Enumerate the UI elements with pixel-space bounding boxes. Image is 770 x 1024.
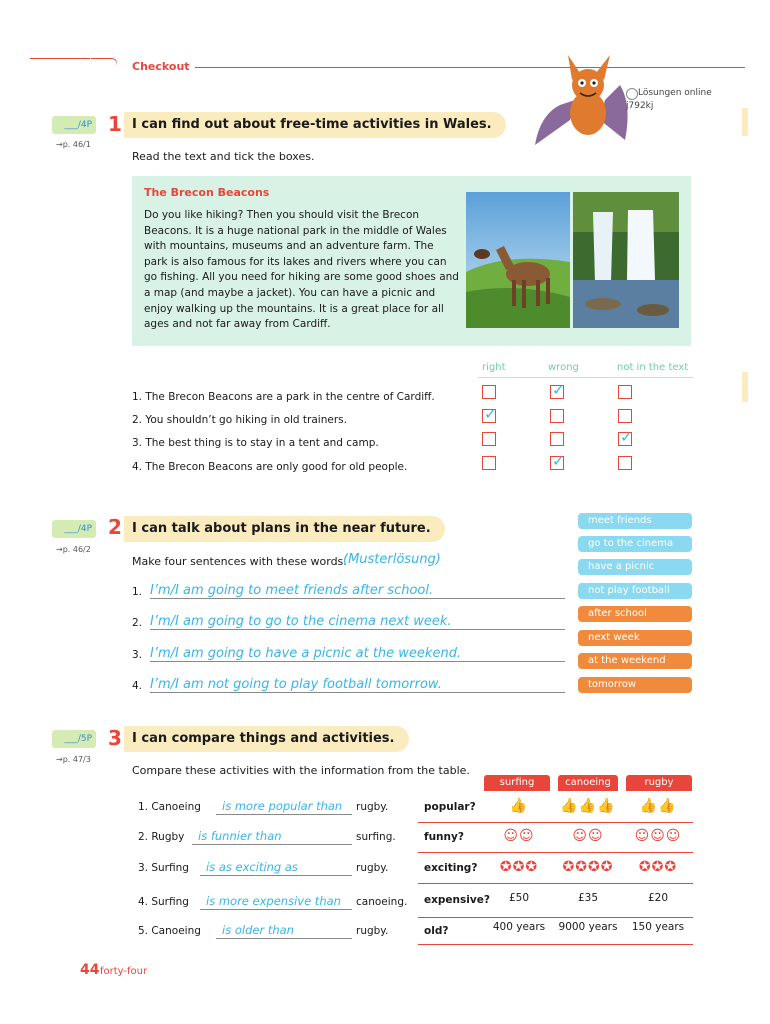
header-rule-right bbox=[195, 67, 745, 68]
task2-ref: →p. 46/2 bbox=[56, 545, 91, 554]
section-title: Checkout bbox=[132, 60, 190, 73]
task1-score: ___/4P bbox=[52, 116, 96, 134]
header-rule-left bbox=[30, 58, 90, 59]
sentence-2-answer[interactable]: I’m/I am going to go to the cinema next week. bbox=[150, 614, 452, 629]
solutions-online-label[interactable]: Lösungen online bbox=[638, 88, 712, 98]
table-cell-3-canoeing: ✪✪✪✪ bbox=[562, 859, 614, 875]
horse-photo bbox=[466, 192, 570, 328]
reading-text-title: The Brecon Beacons bbox=[144, 186, 270, 199]
word-not-play-football: not play football bbox=[578, 583, 692, 599]
table-row-divider-5 bbox=[418, 943, 693, 945]
task2-title: I can talk about plans in the near future. bbox=[124, 516, 445, 542]
table-cell-1-surfing: 👍 bbox=[509, 798, 529, 814]
word-at-the-weekend: at the weekend bbox=[578, 653, 692, 669]
table-cell-4-surfing: £50 bbox=[508, 892, 530, 904]
word-tomorrow: tomorrow bbox=[578, 677, 692, 693]
table-header-surfing: surfing bbox=[484, 775, 550, 791]
table-question-3: exciting? bbox=[424, 862, 478, 874]
statement-4: 4. The Brecon Beacons are only good for old people. bbox=[132, 461, 408, 473]
comparison-3-answer[interactable]: is as exciting as bbox=[206, 860, 298, 874]
sentence-2-number: 2. bbox=[132, 617, 143, 629]
column-wrong: wrong bbox=[548, 362, 579, 373]
task1-ref: →p. 46/1 bbox=[56, 140, 91, 149]
word-meet-friends: meet friends bbox=[578, 513, 692, 529]
table-row-divider-2 bbox=[418, 851, 693, 853]
statement-3: 3. The best thing is to stay in a tent and camp. bbox=[132, 437, 379, 449]
comparison-4-end: canoeing. bbox=[356, 896, 408, 908]
margin-tab-1 bbox=[742, 108, 748, 136]
checkbox-row2-wrong[interactable] bbox=[550, 409, 564, 423]
comparison-4-line bbox=[200, 909, 352, 910]
comparison-3-line bbox=[200, 875, 352, 876]
margin-tab-2 bbox=[742, 372, 748, 402]
comparison-4-answer[interactable]: is more expensive than bbox=[206, 894, 341, 908]
comparison-5-answer[interactable]: is older than bbox=[222, 923, 294, 937]
tick-mark-icon: ✓ bbox=[552, 452, 565, 470]
task3-ref: →p. 47/3 bbox=[56, 755, 91, 764]
sentence-4-line bbox=[150, 691, 565, 693]
table-cell-2-canoeing: ☺☺ bbox=[572, 828, 604, 844]
table-cell-5-surfing: 400 years bbox=[492, 921, 546, 933]
sentence-4-answer[interactable]: I’m/I am not going to play football tomorrow. bbox=[150, 677, 442, 692]
tick-mark-icon: ✓ bbox=[620, 428, 633, 446]
sentence-4-number: 4. bbox=[132, 680, 143, 692]
table-row-divider-4 bbox=[418, 916, 693, 918]
word-next-week: next week bbox=[578, 630, 692, 646]
comparison-3-start: 3. Surfing bbox=[138, 862, 189, 874]
checkbox-row4-wrong[interactable] bbox=[550, 452, 565, 470]
sentence-3-number: 3. bbox=[132, 649, 143, 661]
task3-title: I can compare things and activities. bbox=[124, 726, 409, 752]
checkbox-row2-not-in-text[interactable] bbox=[618, 409, 632, 423]
task1-ref-text: p. 46/1 bbox=[62, 140, 91, 149]
table-cell-5-rugby: 150 years bbox=[631, 921, 685, 933]
table-cell-2-rugby: ☺☺☺ bbox=[634, 828, 682, 844]
task1-number: 1 bbox=[108, 112, 122, 136]
waterfall-photo bbox=[573, 192, 679, 328]
tick-mark-icon: ✓ bbox=[552, 381, 565, 399]
sentence-1-number: 1. bbox=[132, 586, 143, 598]
page-number: 44 bbox=[80, 962, 100, 978]
table-row-divider-3 bbox=[418, 882, 693, 884]
task2-score: ___/4P bbox=[52, 520, 96, 538]
task3-number: 3 bbox=[108, 726, 122, 750]
column-not-in-text: not in the text bbox=[617, 362, 689, 373]
table-header-canoeing: canoeing bbox=[558, 775, 618, 791]
comparison-1-answer[interactable]: is more popular than bbox=[222, 799, 343, 813]
task2-ref-text: p. 46/2 bbox=[62, 545, 91, 554]
table-question-2: funny? bbox=[424, 831, 464, 843]
task3-ref-text: p. 47/3 bbox=[62, 755, 91, 764]
bat-mascot-illustration bbox=[520, 45, 640, 155]
checkbox-row1-right[interactable] bbox=[482, 385, 496, 399]
checkbox-row3-not-in-text[interactable] bbox=[618, 428, 633, 446]
table-header-rugby: rugby bbox=[626, 775, 692, 791]
comparison-2-start: 2. Rugby bbox=[138, 831, 185, 843]
word-go-to-cinema: go to the cinema bbox=[578, 536, 692, 552]
column-right: right bbox=[482, 362, 506, 373]
word-after-school: after school bbox=[578, 606, 692, 622]
table-cell-4-canoeing: £35 bbox=[577, 892, 599, 904]
checkbox-row3-wrong[interactable] bbox=[550, 432, 564, 446]
checkbox-row3-right[interactable] bbox=[482, 432, 496, 446]
table-cell-1-canoeing: 👍👍👍 bbox=[560, 798, 616, 814]
comparison-2-line bbox=[192, 844, 352, 845]
table-cell-3-rugby: ✪✪✪ bbox=[638, 859, 678, 875]
globe-icon bbox=[626, 88, 638, 100]
page-word: forty-four bbox=[100, 966, 148, 977]
tick-mark-icon: ✓ bbox=[484, 405, 497, 423]
checkbox-row1-not-in-text[interactable] bbox=[618, 385, 632, 399]
comparison-1-line bbox=[216, 814, 352, 815]
table-cell-2-surfing: ☺☺ bbox=[503, 828, 535, 844]
comparison-5-end: rugby. bbox=[356, 925, 389, 937]
table-question-5: old? bbox=[424, 925, 449, 937]
comparison-1-end: rugby. bbox=[356, 801, 389, 813]
comparison-2-answer[interactable]: is funnier than bbox=[198, 829, 282, 843]
comparison-4-start: 4. Surfing bbox=[138, 896, 189, 908]
column-divider bbox=[478, 377, 693, 378]
comparison-5-start: 5. Canoeing bbox=[138, 925, 201, 937]
checkbox-row1-wrong[interactable] bbox=[550, 381, 565, 399]
table-question-1: popular? bbox=[424, 801, 476, 813]
reading-text-body: Do you like hiking? Then you should visit the Brecon Beacons. It is a huge national park in the middle of Wales with mountains, museums and an adventure farm. The park is also famous for its lakes and rivers where you can go fishing. All you need for hiking are some good shoes and a map (and maybe a jacket). You can have a picnic and enjoy walking up the mountains. It is a great place for all ages and not far away from Cardiff. bbox=[144, 209, 459, 331]
model-solution-note: (Musterlösung) bbox=[343, 552, 441, 567]
table-question-4: expensive? bbox=[424, 894, 490, 906]
table-cell-1-rugby: 👍👍 bbox=[639, 798, 677, 814]
reading-text-box bbox=[132, 176, 691, 346]
task3-score: ___/5P bbox=[52, 730, 96, 748]
table-cell-4-rugby: £20 bbox=[647, 892, 669, 904]
task3-instruction: Compare these activities with the information from the table. bbox=[132, 764, 470, 777]
comparison-2-end: surfing. bbox=[356, 831, 396, 843]
comparison-1-start: 1. Canoeing bbox=[138, 801, 201, 813]
checkbox-row4-right[interactable] bbox=[482, 456, 496, 470]
table-cell-5-canoeing: 9000 years bbox=[558, 921, 618, 933]
sentence-1-answer[interactable]: I’m/I am going to meet friends after school. bbox=[150, 583, 434, 598]
checkbox-row2-right[interactable] bbox=[482, 405, 497, 423]
comparison-3-end: rugby. bbox=[356, 862, 389, 874]
table-row-divider-1 bbox=[418, 821, 693, 823]
task2-number: 2 bbox=[108, 515, 122, 539]
solutions-code: j792kj bbox=[626, 101, 654, 111]
statement-1: 1. The Brecon Beacons are a park in the centre of Cardiff. bbox=[132, 391, 435, 403]
checkbox-row4-not-in-text[interactable] bbox=[618, 456, 632, 470]
statement-2: 2. You shouldn’t go hiking in old trainers. bbox=[132, 414, 347, 426]
task1-instruction: Read the text and tick the boxes. bbox=[132, 150, 315, 163]
word-have-picnic: have a picnic bbox=[578, 559, 692, 575]
sentence-2-line bbox=[150, 628, 565, 630]
sentence-3-answer[interactable]: I’m/I am going to have a picnic at the weekend. bbox=[150, 646, 462, 661]
header-rule-curve bbox=[85, 58, 121, 69]
sentence-3-line bbox=[150, 660, 565, 662]
task2-instruction: Make four sentences with these words. bbox=[132, 555, 347, 568]
comparison-5-line bbox=[216, 938, 352, 939]
task1-title: I can find out about free-time activities in Wales. bbox=[124, 112, 506, 138]
sentence-1-line bbox=[150, 597, 565, 599]
table-cell-3-surfing: ✪✪✪ bbox=[499, 859, 539, 875]
